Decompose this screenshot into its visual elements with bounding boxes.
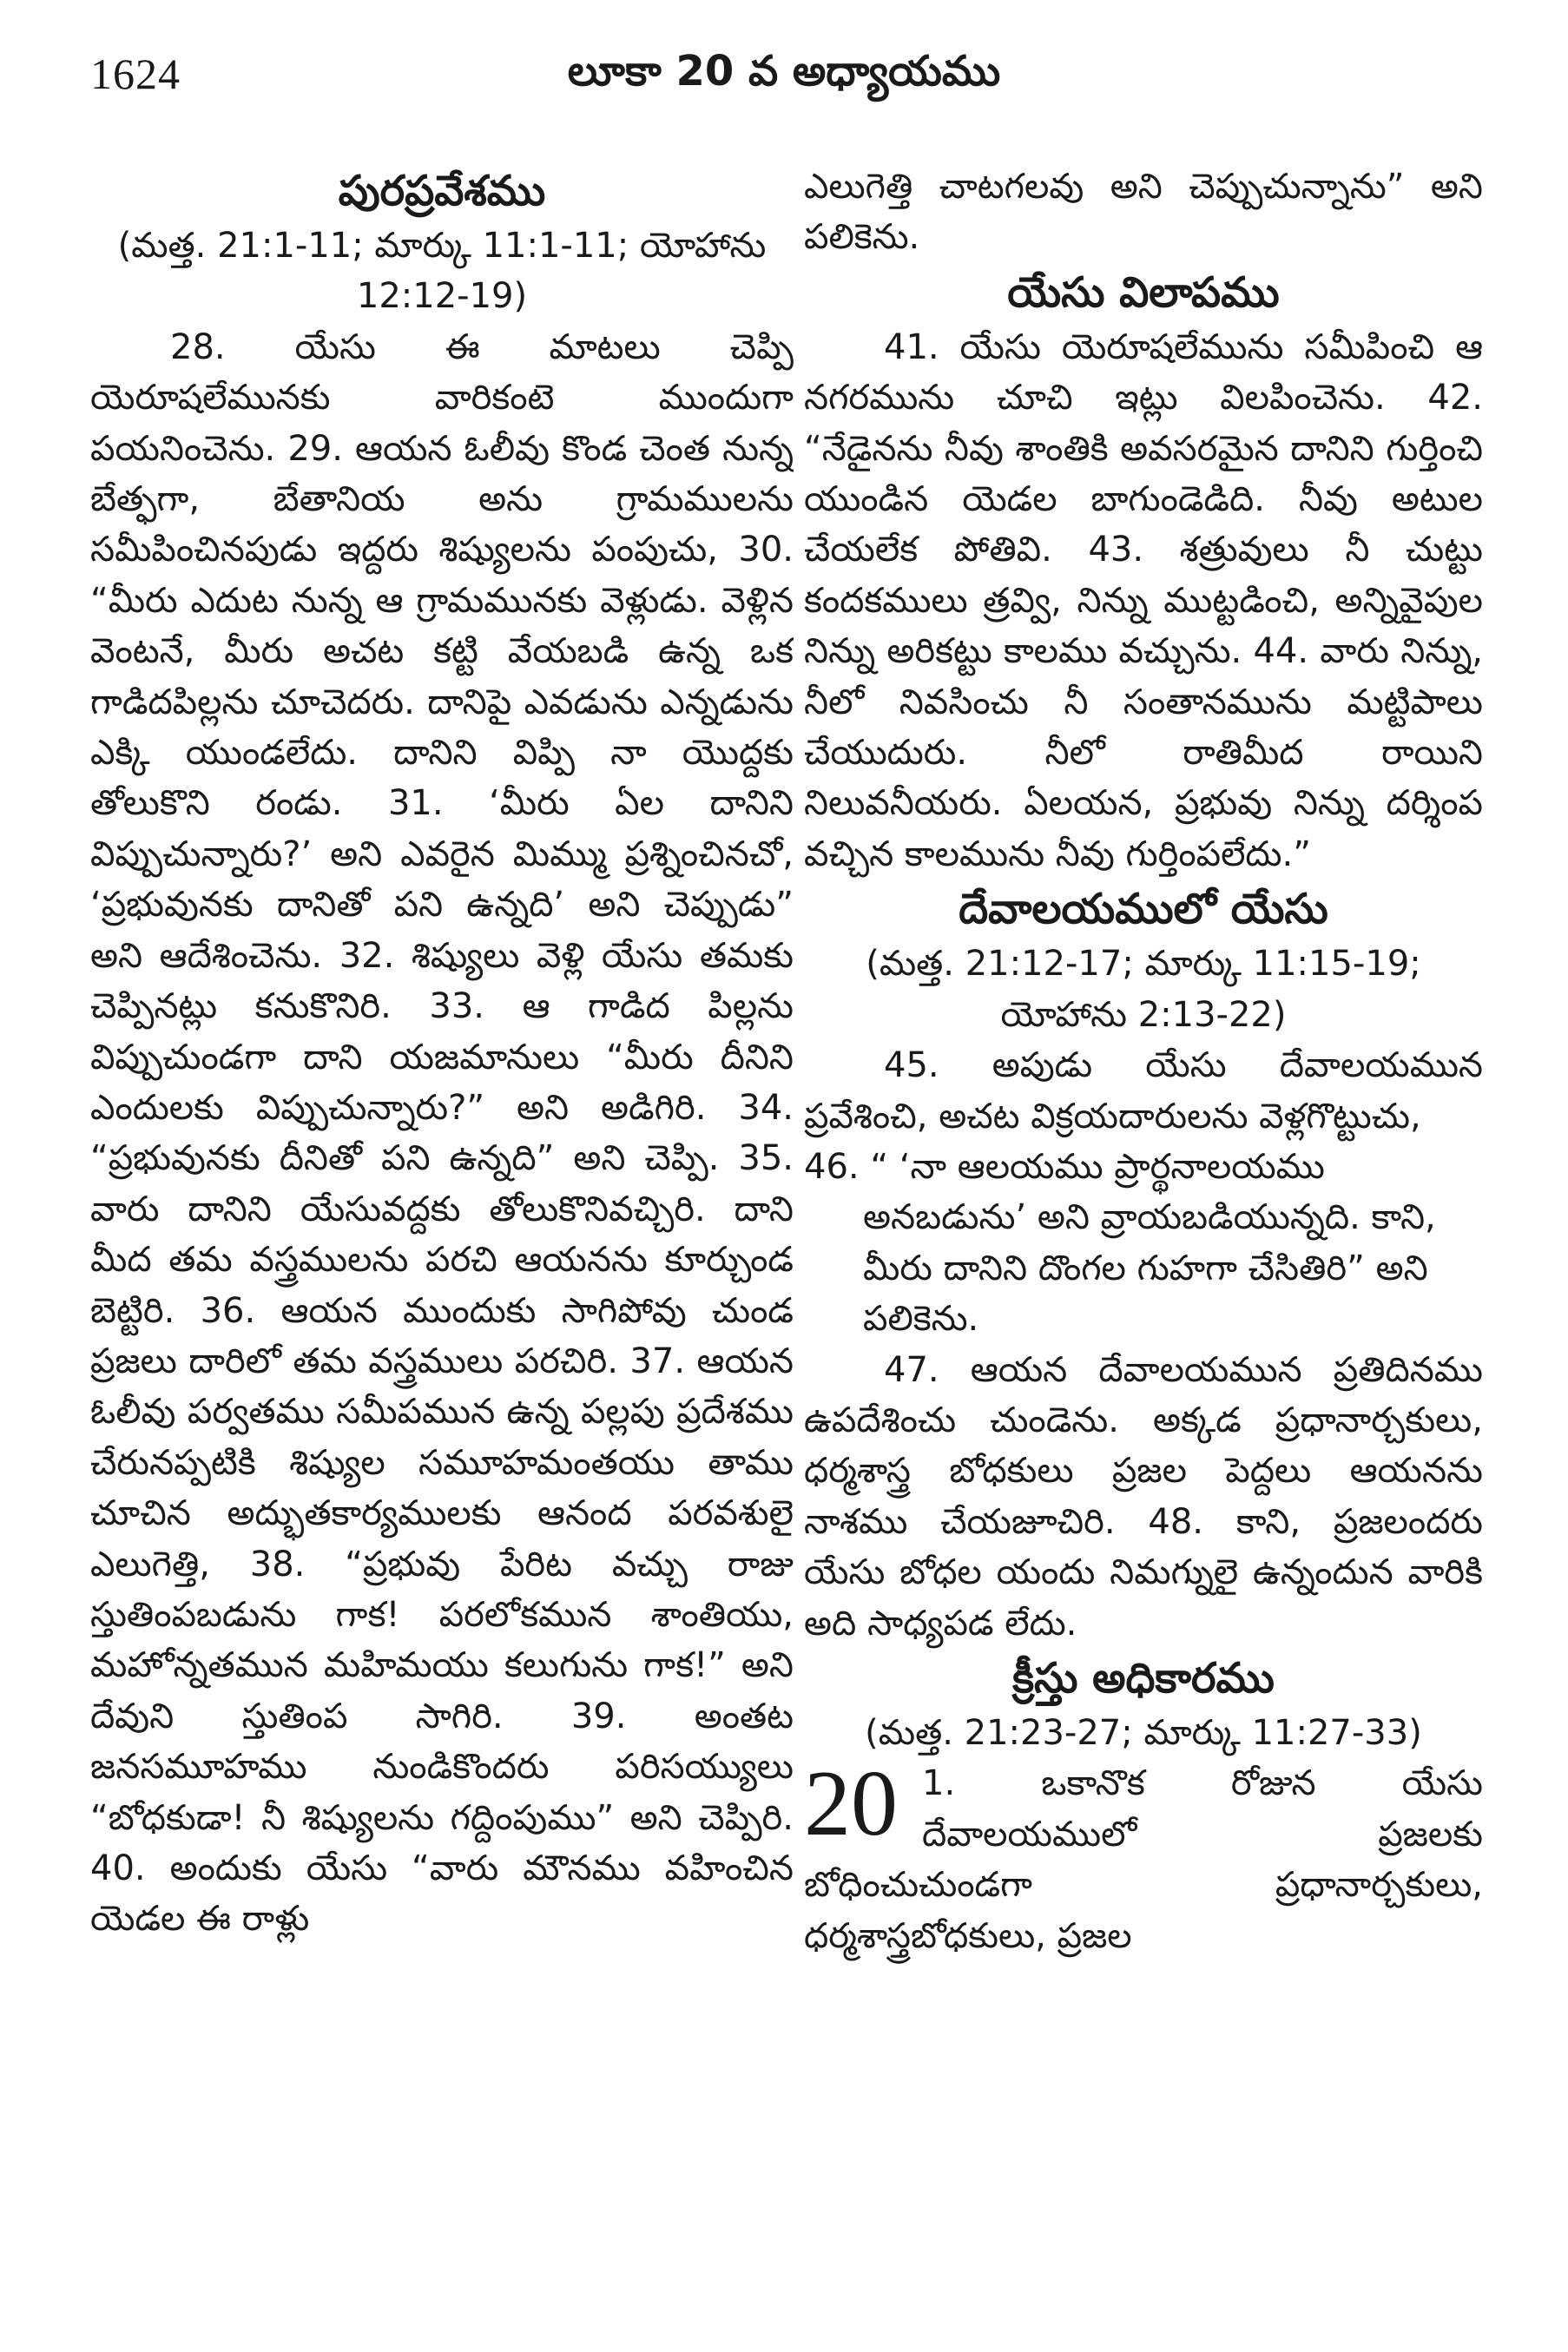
verse-continuation: ఎలుగెత్తి చాటగలవు అని చెప్పుచున్నాను” అని పలికెను.	[804, 167, 1483, 258]
cross-reference: (మత్త. 21:1-11; మార్కు 11:1-11; యోహాను 12:12-19)	[117, 226, 767, 317]
quoted-scripture	[804, 1142, 1483, 1345]
page-number: 1624	[90, 49, 181, 98]
section-heading-temple: దేవాలయములో యేసు	[959, 885, 1328, 934]
cross-reference: (మత్త. 21:23-27; మార్కు 11:27-33)	[865, 1712, 1422, 1753]
running-title: లూకా 20 వ అధ్యాయము	[567, 47, 1001, 96]
chapter-text: 1. ఒకానొక రోజున యేసు దేవాలయములో ప్రజలకు బోధించుచుండగా ప్రధానార్చకులు, ధర్మశాస్త్రబోధకులు, ప్రజల	[804, 1763, 1483, 1956]
section-heading-triumphal-entry: పురప్రవేశము	[338, 167, 546, 215]
verse-paragraph: 47. ఆయన దేవాలయమున ప్రతిదినము ఉపదేశించు చుండెను. అక్కడ ప్రధానార్చకులు, ధర్మశాస్త్ర బోధకులు ప్రజల పెద్దలు ఆయనను నాశము చేయజూచిరి. 48. కాని, ప్రజలందరు యేసు బోధల యందు నిమగ్నులై ఉన్నందున వారికి అది సాధ్యపడ లేదు.	[804, 1349, 1483, 1644]
verse-paragraph: 28. యేసు ఈ మాటలు చెప్పి యెరూషలేమునకు వారికంటె ముందుగా పయనించెను. 29. ఆయన ఓలీవు కొండ చెంత నున్న బేత్ఫగా, బేతానియ అను గ్రామములను సమీపించినపుడు ఇద్దరు శిష్యులను పంపుచు, 30. “మీరు ఎదుట నున్న ఆ గ్రామమునకు వెళ్లుడు. వెళ్లిన వెంటనే, మీరు అచట కట్టి వేయబడి ఉన్న ఒక గాడిదపిల్లను చూచెదరు. దానిపై ఎవడును ఎన్నడును ఎక్కి యుండలేదు. దానిని విప్పి నా యొద్దకు తోలుకొని రండు. 31. ‘మీరు ఏల దానిని విప్పుచున్నారు?’ అని ఎవరైన మిమ్ము ప్రశ్నించినచో, ‘ప్రభువునకు దానితో పని ఉన్నది’ అని చెప్పుడు” అని ఆదేశించెను. 32. శిష్యులు వెళ్లి యేసు తమకు చెప్పినట్లు కనుకొనిరి. 33. ఆ గాడిద పిల్లను విప్పుచుండగా దాని యజమానులు “మీరు దీనిని ఎందులకు విప్పుచున్నారు?” అని అడిగిరి. 34. “ప్రభువునకు దీనితో పని ఉన్నది” అని చెప్పి. 35. వారు దానిని యేసువద్దకు తోలుకొనివచ్చిరి. దాని మీద తమ వస్త్రములను పరచి ఆయనను కూర్చుండ బెట్టిరి. 36. ఆయన ముందుకు సాగిపోవు చుండ ప్రజలు దారిలో తమ వస్త్రములు పరచిరి. 37. ఆయన ఓలీవు పర్వతము సమీపమున ఉన్న పల్లపు ప్రదేశము చేరునప్పటికి శిష్యుల సమూహమంతయు తాము చూచిన అద్భుతకార్యములకు ఆనంద పరవశులై ఎలుగెత్తి, 38. “ప్రభువు పేరిట వచ్చు రాజు స్తుతింపబడును గాక! పరలోకమున శాంతియు, మహోన్నతమున మహిమయు కలుగును గాక!” అని దేవుని స్తుతింప సాగిరి. 39. అంతట జనసమూహము నుండికొందరు పరిసయ్యులు “బోధకుడా! నీ శిష్యులను గద్దింపుము” అని చెప్పిరి. 40. అందుకు యేసు “వారు మౌనము వహించిన యెడల ఈ రాళ్లు	[90, 326, 794, 1940]
chapter-opening	[804, 1752, 1483, 1961]
right-column	[804, 161, 1483, 2315]
quote-text: “ ‘నా ఆలయము ప్రార్థనాలయము అనబడును’ అని వ్రాయబడియున్నది. కాని, మీరు దానిని దొంగల గుహగా చేసితిరి” అని పలికెను.	[863, 1146, 1436, 1340]
chapter-number: 20	[804, 1752, 898, 1856]
section-heading-lament: యేసు విలాపము	[1007, 267, 1280, 317]
cross-reference: (మత్త. 21:12-17; మార్కు 11:15-19; యోహాను 2:13-22)	[866, 944, 1421, 1035]
section-heading-authority: క్రీస్తు అధికారము	[1012, 1653, 1275, 1703]
left-column	[90, 161, 794, 2315]
page-header	[0, 42, 1568, 111]
verse-paragraph: 45. అపుడు యేసు దేవాలయమున ప్రవేశించి, అచట విక్రయదారులను వెళ్లగొట్టుచు,	[804, 1045, 1483, 1136]
verse-paragraph: 41. యేసు యెరూషలేమును సమీపించి ఆ నగరమును చూచి ఇట్లు విలపించెను. 42. “నేడైనను నీవు శాంతికి అవసరమైన దానిని గుర్తించి యుండిన యెడల బాగుండెడిది. నీవు అటుల చేయలేక పోతివి. 43. శత్రువులు నీ చుట్టు కందకములు త్రవ్వి, నిన్ను ముట్టడించి, అన్నివైపుల నిన్ను అరికట్టు కాలము వచ్చును. 44. వారు నిన్ను, నీలో నివసించు నీ సంతానమును మట్టిపాలు చేయుదురు. నీలో రాతిమీద రాయిని నిలువనీయరు. ఏలయన, ప్రభువు నిన్ను దర్శింప వచ్చిన కాలమును నీవు గుర్తింపలేదు.”	[804, 326, 1483, 874]
quote-verse-number: 46.	[804, 1146, 860, 1187]
